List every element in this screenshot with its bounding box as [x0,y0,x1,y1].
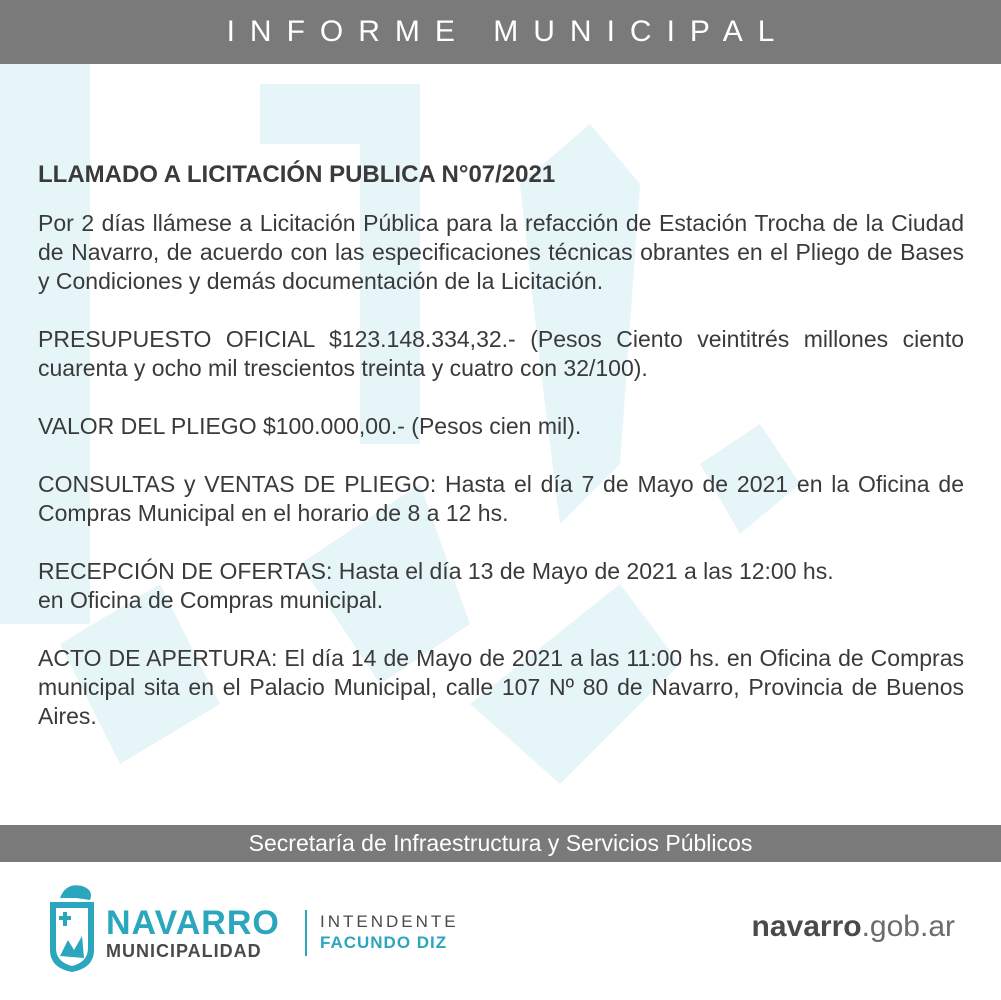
footer-branding [0,862,1001,1000]
department-bar [0,825,1001,862]
website-domain: navarro [751,910,862,943]
brand-subtitle: MUNICIPALIDAD [106,941,262,961]
intendente-role: INTENDENTE [320,912,459,931]
notice-intro: Por 2 días llámese a Licitación Pública para la refacción de Estación Trocha de la Ciudad de Navarro, de acuerdo con las especificaciones técnicas obrantes en el Pliego de Bases y Condiciones y demás documentación de la Licitación. [38,210,964,294]
notice-consultas: CONSULTAS y VENTAS DE PLIEGO: Hasta el día 7 de Mayo de 2021 en la Oficina de Compras Municipal en el horario de 8 a 12 hs. [38,471,964,526]
brand-name: NAVARRO [106,904,280,942]
website-url [752,910,955,944]
notice-recepcion [38,557,964,615]
municipal-shield-icon [46,880,98,974]
notice-presupuesto: PRESUPUESTO OFICIAL $123.148.334,32.- (Pesos Ciento veintitrés millones ciento cuarenta y ocho mil trescientos treinta y cuatro con 32/100). [38,326,964,381]
notice-valor-pliego: VALOR DEL PLIEGO $100.000,00.- (Pesos cien mil). [38,413,582,439]
recepcion-line-2: en Oficina de Compras municipal. [38,587,384,613]
intendente-name: FACUNDO DIZ [320,933,448,952]
department-name: Secretaría de Infraestructura y Servicios Públicos [248,830,753,856]
website-suffix: .gob.ar [861,910,955,943]
intendente-block [320,912,459,954]
header-bar [0,0,1001,64]
notice-body [38,160,964,760]
recepcion-line-1: RECEPCIÓN DE OFERTAS: Hasta el día 13 de Mayo de 2021 a las 12:00 hs. [38,558,834,584]
brand-divider [305,910,307,956]
notice-heading: LLAMADO A LICITACIÓN PUBLICA N°07/2021 [38,161,556,188]
notice-apertura: ACTO DE APERTURA: El día 14 de Mayo de 2021 a las 11:00 hs. en Oficina de Compras municipal sita en el Palacio Municipal, calle 107 Nº 80 de Navarro, Provincia de Buenos Aires. [38,645,964,729]
brand-logo-text [106,906,280,962]
page-title: INFORME MUNICIPAL [226,15,790,48]
